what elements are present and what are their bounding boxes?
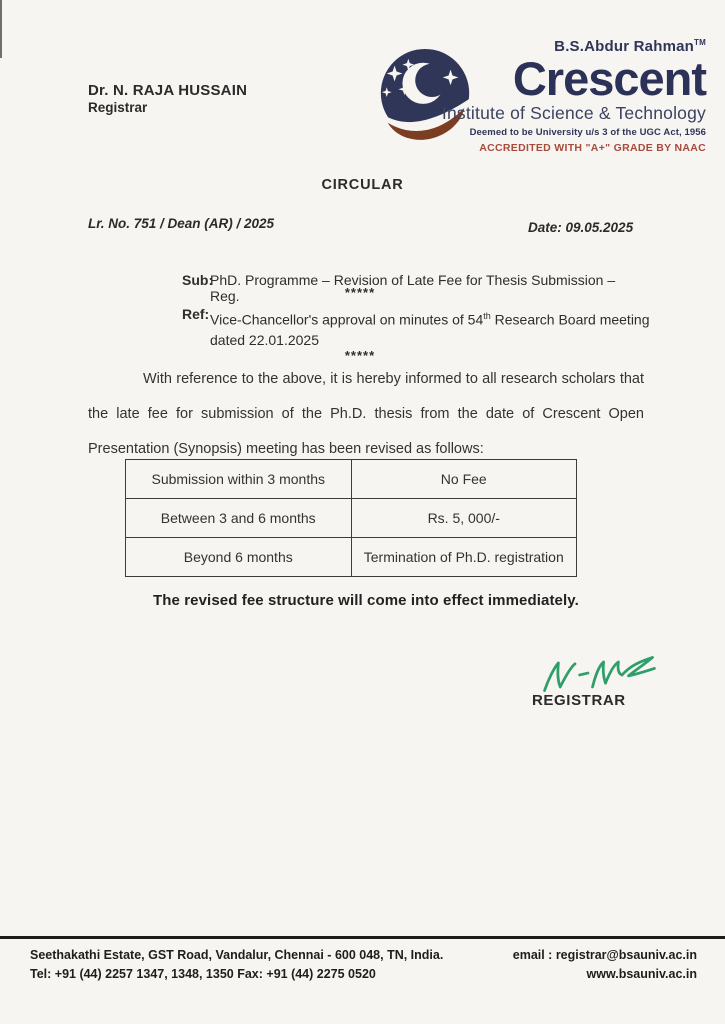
fee-cell: No Fee xyxy=(351,460,577,499)
institute-website: www.bsauniv.ac.in xyxy=(586,967,697,981)
fee-cell: Termination of Ph.D. registration xyxy=(351,538,577,577)
letter-date: Date: 09.05.2025 xyxy=(528,220,634,235)
table-row xyxy=(126,499,577,538)
registrar-designation: Registrar xyxy=(88,100,148,115)
institute-address: Seethakathi Estate, GST Road, Vandalur, Chennai - 600 048, TN, India. xyxy=(30,948,444,962)
document-type-heading: CIRCULAR xyxy=(321,177,404,193)
asterisk-separator: ***** xyxy=(344,285,376,300)
institute-email: email : registrar@bsauniv.ac.in xyxy=(512,948,697,962)
fee-cell: Rs. 5, 000/- xyxy=(351,499,577,538)
submission-period-cell: Beyond 6 months xyxy=(126,538,352,577)
trademark-symbol: TM xyxy=(694,38,706,47)
footer-contact-block xyxy=(513,946,697,984)
effect-note: The revised fee structure will come into effect immediately. xyxy=(153,592,579,609)
subject-text: PhD. Programme – Revision of Late Fee for Thesis Submission – Reg. xyxy=(210,272,616,304)
footer-divider xyxy=(0,936,725,939)
table-row xyxy=(126,538,577,577)
table-row xyxy=(126,460,577,499)
registrar-name: Dr. N. RAJA HUSSAIN xyxy=(88,82,248,99)
institute-phone-fax: Tel: +91 (44) 2257 1347, 1348, 1350 Fax: +91 (44) 2275 0520 xyxy=(30,967,376,981)
reference-label: Ref: xyxy=(182,306,210,322)
reference-text: Vice-Chancellor's approval on minutes of 54th Research Board meeting dated 22.01.2025 xyxy=(210,311,650,348)
asterisk-separator: ***** xyxy=(344,348,376,363)
subject-label: Sub: xyxy=(182,272,214,288)
deemed-university-line: Deemed to be University u/s 3 of the UGC Act, 1956 xyxy=(469,127,706,138)
registrar-signature-icon xyxy=(536,650,662,698)
fee-structure-table xyxy=(125,459,577,577)
footer-address-block xyxy=(30,946,443,984)
signatory-designation: REGISTRAR xyxy=(532,692,626,709)
scan-edge-artifact xyxy=(0,0,2,58)
ordinal-superscript: th xyxy=(483,311,491,321)
body-paragraph: With reference to the above, it is hereby informed to all research scholars that the late fee for submission of the Ph.D. thesis from the date of Crescent Open Presentation (Synopsis) meeting has been revised as follows: xyxy=(88,371,644,457)
letter-number: Lr. No. 751 / Dean (AR) / 2025 xyxy=(88,216,275,231)
submission-period-cell: Submission within 3 months xyxy=(126,460,352,499)
brand-parent-name: B.S.Abdur Rahman™ xyxy=(554,38,706,55)
institute-subtitle: Institute of Science & Technology xyxy=(441,103,706,123)
institute-logo-block xyxy=(372,38,712,158)
naac-accreditation-line: ACCREDITED WITH "A+" GRADE BY NAAC xyxy=(479,142,706,154)
submission-period-cell: Between 3 and 6 months xyxy=(126,499,352,538)
brand-wordmark: Crescent xyxy=(512,52,706,105)
